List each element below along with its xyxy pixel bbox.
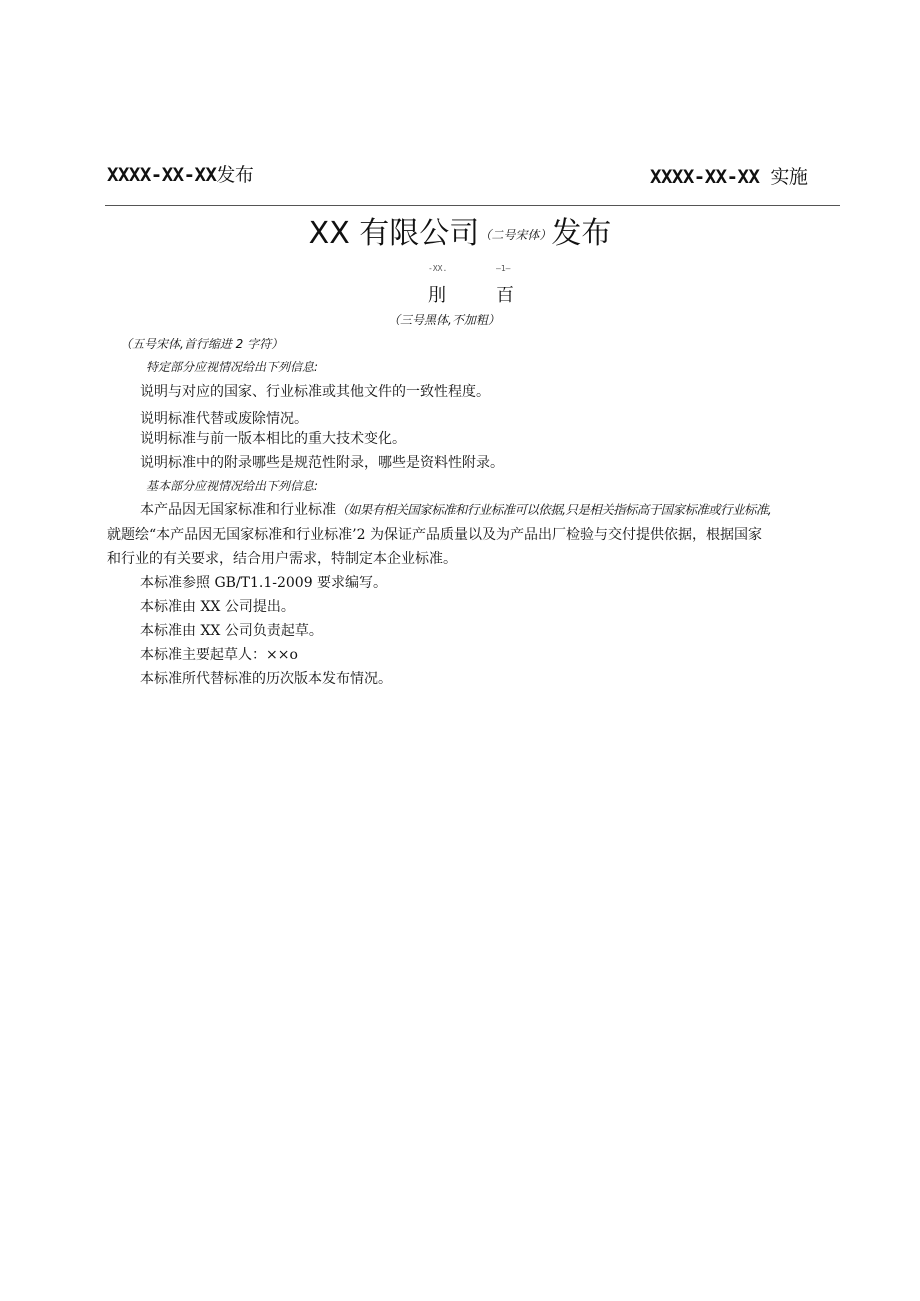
basic-item: 本标准由 XX 公司负责起草。 — [140, 623, 323, 639]
main-paragraph-line-2: 就题绘“本产品因无国家标准和行业标准’2 为保证产品质量以及为产品出厂检验与交付提供依据，根据国家 — [107, 527, 762, 543]
foreword-heading-right: 百 — [496, 285, 514, 306]
implement-date — [650, 162, 807, 189]
specific-item: 说明标准与前一版本相比的重大技术变化。 — [140, 431, 406, 447]
implement-date-value: XXXX-XX-XX — [650, 166, 760, 188]
specific-item: 说明标准中的附录哪些是规范性附录，哪些是资料性附录。 — [140, 455, 504, 471]
specific-item: 说明标准代替或废除情况。 — [140, 411, 308, 427]
title-note: （二号宋体） — [479, 228, 552, 242]
title-suffix: 发布 — [551, 216, 612, 251]
basic-item: 本标准主要起草人：××o — [140, 647, 298, 663]
publish-label: 发布 — [216, 164, 254, 186]
main-paragraph-line-1 — [140, 499, 771, 519]
publish-date-value: XXXX-XX-XX — [107, 164, 217, 186]
company-title — [0, 208, 920, 252]
header-rule — [105, 205, 840, 206]
page-mark-left: -XX. — [428, 264, 448, 273]
foreword-heading-note: （三号黑体,不加粗） — [388, 313, 500, 327]
specific-intro: 特定部分应视情况给出下列信息: — [146, 360, 319, 374]
basic-item: 本标准参照 GB/T1.1-2009 要求编写。 — [140, 575, 388, 591]
basic-item: 本标准由 XX 公司提出。 — [140, 599, 295, 615]
format-note: （五号宋体,首行缩进 2 字符） — [120, 337, 284, 351]
para-normal: 本产品因无国家标准和行业标准 — [140, 502, 336, 518]
implement-label: 实施 — [770, 166, 808, 188]
specific-item: 说明与对应的国家、行业标准或其他文件的一致性程度。 — [140, 384, 490, 400]
publish-date — [107, 160, 253, 187]
foreword-heading-left: 刖 — [428, 285, 446, 306]
basic-item: 本标准所代替标准的历次版本发布情况。 — [140, 671, 392, 687]
para-italic: （如果有相关国家标准和行业标准可以依据,只是相关指标高于国家标准或行业标准, — [336, 502, 772, 517]
main-paragraph-line-3: 和行业的有关要求，结合用户需求，特制定本企业标准。 — [107, 551, 457, 567]
page-mark-right: —1— — [496, 264, 511, 273]
basic-intro: 基本部分应视情况给出下列信息: — [146, 479, 319, 493]
title-main: XX 有限公司 — [308, 216, 480, 251]
